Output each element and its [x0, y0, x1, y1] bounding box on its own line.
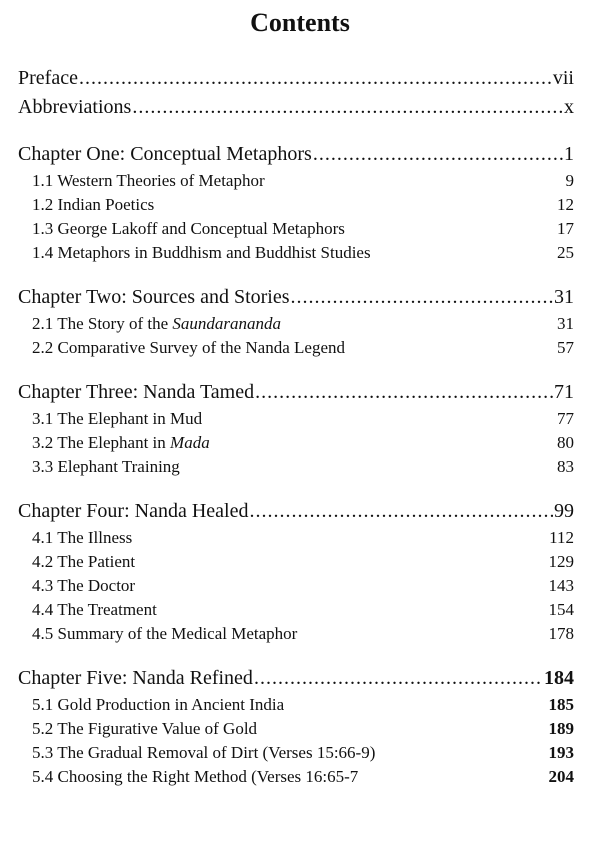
toc-entry-section[interactable] [18, 693, 574, 717]
toc-entry-section[interactable] [18, 455, 574, 479]
toc-entry-page: 99 [554, 500, 574, 522]
toc-entry-label: 1.4 Metaphors in Buddhism and Buddhist Studies [32, 243, 371, 262]
toc-entry-page: 31 [557, 314, 574, 333]
toc-entry-label: Preface [18, 67, 78, 89]
toc-entry-page: 9 [565, 171, 574, 190]
toc-entry-page: 112 [549, 528, 574, 547]
chapter-three [18, 378, 574, 479]
toc-entry-chapter[interactable] [18, 497, 574, 526]
toc-entry-page: x [564, 96, 574, 118]
toc-entry-page: 71 [554, 381, 574, 403]
chapter-one [18, 140, 574, 265]
toc-entry-section[interactable] [18, 550, 574, 574]
table-of-contents [18, 64, 574, 807]
toc-entry-chapter[interactable] [18, 664, 574, 693]
toc-entry-abbreviations[interactable] [18, 93, 574, 122]
toc-entry-page: 143 [548, 576, 574, 595]
toc-entry-page: 193 [548, 743, 574, 762]
label-italic: Saundarananda [172, 314, 282, 333]
toc-entry-label: 4.1 The Illness [32, 528, 133, 547]
toc-entry-section[interactable] [18, 574, 574, 598]
dot-leader [254, 664, 543, 693]
toc-entry-section[interactable] [18, 717, 574, 741]
toc-entry-page: 154 [548, 600, 574, 619]
toc-entry-page: vii [552, 67, 574, 89]
toc-entry-page: 178 [548, 624, 574, 643]
label-italic: Mada [170, 433, 210, 452]
toc-entry-page: 31 [554, 286, 574, 308]
toc-entry-section[interactable] [18, 741, 574, 765]
toc-entry-section[interactable] [18, 765, 574, 789]
toc-entry-label: 1.3 George Lakoff and Conceptual Metaphors [32, 219, 345, 238]
toc-entry-label: 2.2 Comparative Survey of the Nanda Legend [32, 338, 345, 357]
toc-entry-preface[interactable] [18, 64, 574, 93]
toc-entry-page: 57 [557, 338, 574, 357]
dot-leader [255, 378, 553, 407]
toc-entry-label: Chapter One: Conceptual Metaphors [18, 143, 312, 165]
toc-entry-section[interactable] [18, 407, 574, 431]
toc-entry-section[interactable] [18, 193, 574, 217]
label-prefix: 3.2 The Elephant in [32, 433, 171, 452]
front-matter [18, 64, 574, 122]
dot-leader [132, 93, 563, 122]
dot-leader [79, 64, 552, 93]
toc-entry-section[interactable] [18, 598, 574, 622]
toc-entry-page: 83 [557, 457, 574, 476]
toc-entry-section[interactable] [18, 431, 574, 455]
toc-entry-page: 189 [548, 719, 574, 738]
toc-entry-page: 17 [557, 219, 574, 238]
toc-entry-page: 77 [557, 409, 574, 428]
toc-entry-page: 129 [548, 552, 574, 571]
toc-entry-section[interactable] [18, 217, 574, 241]
toc-entry-label: 4.2 The Patient [32, 552, 136, 571]
toc-entry-label: Abbreviations [18, 96, 132, 118]
toc-entry-label: 5.1 Gold Production in Ancient India [32, 695, 285, 714]
toc-entry-label: 4.4 The Treatment [32, 600, 157, 619]
toc-entry-label: 5.4 Choosing the Right Method (Verses 16:65-7 [32, 767, 359, 786]
toc-entry-label: Chapter Two: Sources and Stories [18, 286, 290, 308]
toc-entry-label [32, 431, 557, 455]
toc-entry-section[interactable] [18, 622, 574, 646]
toc-entry-chapter[interactable] [18, 378, 574, 407]
toc-entry-page: 204 [548, 767, 574, 786]
toc-entry-label: 4.5 Summary of the Medical Metaphor [32, 624, 298, 643]
toc-entry-chapter[interactable] [18, 140, 574, 169]
toc-entry-label: Chapter Four: Nanda Healed [18, 500, 249, 522]
dot-leader [249, 497, 553, 526]
toc-entry-section[interactable] [18, 241, 574, 265]
toc-entry-chapter[interactable] [18, 283, 574, 312]
toc-entry-page: 1 [564, 143, 574, 165]
toc-entry-section[interactable] [18, 169, 574, 193]
toc-entry-page: 25 [557, 243, 574, 262]
toc-entry-label: 1.1 Western Theories of Metaphor [32, 171, 265, 190]
page-title: Contents [250, 8, 350, 37]
toc-entry-label: 4.3 The Doctor [32, 576, 136, 595]
toc-entry-label: Chapter Five: Nanda Refined [18, 667, 253, 689]
toc-entry-section[interactable] [18, 336, 574, 360]
toc-entry-label: 3.1 The Elephant in Mud [32, 409, 203, 428]
toc-entry-label [32, 312, 557, 336]
toc-entry-label: Chapter Three: Nanda Tamed [18, 381, 255, 403]
chapter-five [18, 664, 574, 789]
toc-entry-page: 80 [557, 433, 574, 452]
dot-leader [313, 140, 563, 169]
toc-entry-label: 1.2 Indian Poetics [32, 195, 155, 214]
label-prefix: 2.1 The Story of the [32, 314, 173, 333]
toc-entry-page: 185 [548, 695, 574, 714]
toc-entry-page: 12 [557, 195, 574, 214]
toc-entry-label: 5.3 The Gradual Removal of Dirt (Verses 15:66-9) [32, 743, 376, 762]
toc-entry-section[interactable] [18, 526, 574, 550]
toc-entry-label: 3.3 Elephant Training [32, 457, 180, 476]
dot-leader [291, 283, 553, 312]
chapter-two [18, 283, 574, 360]
toc-entry-page: 184 [544, 667, 574, 689]
toc-entry-section[interactable] [18, 312, 574, 336]
toc-entry-label: 5.2 The Figurative Value of Gold [32, 719, 258, 738]
chapter-four [18, 497, 574, 646]
